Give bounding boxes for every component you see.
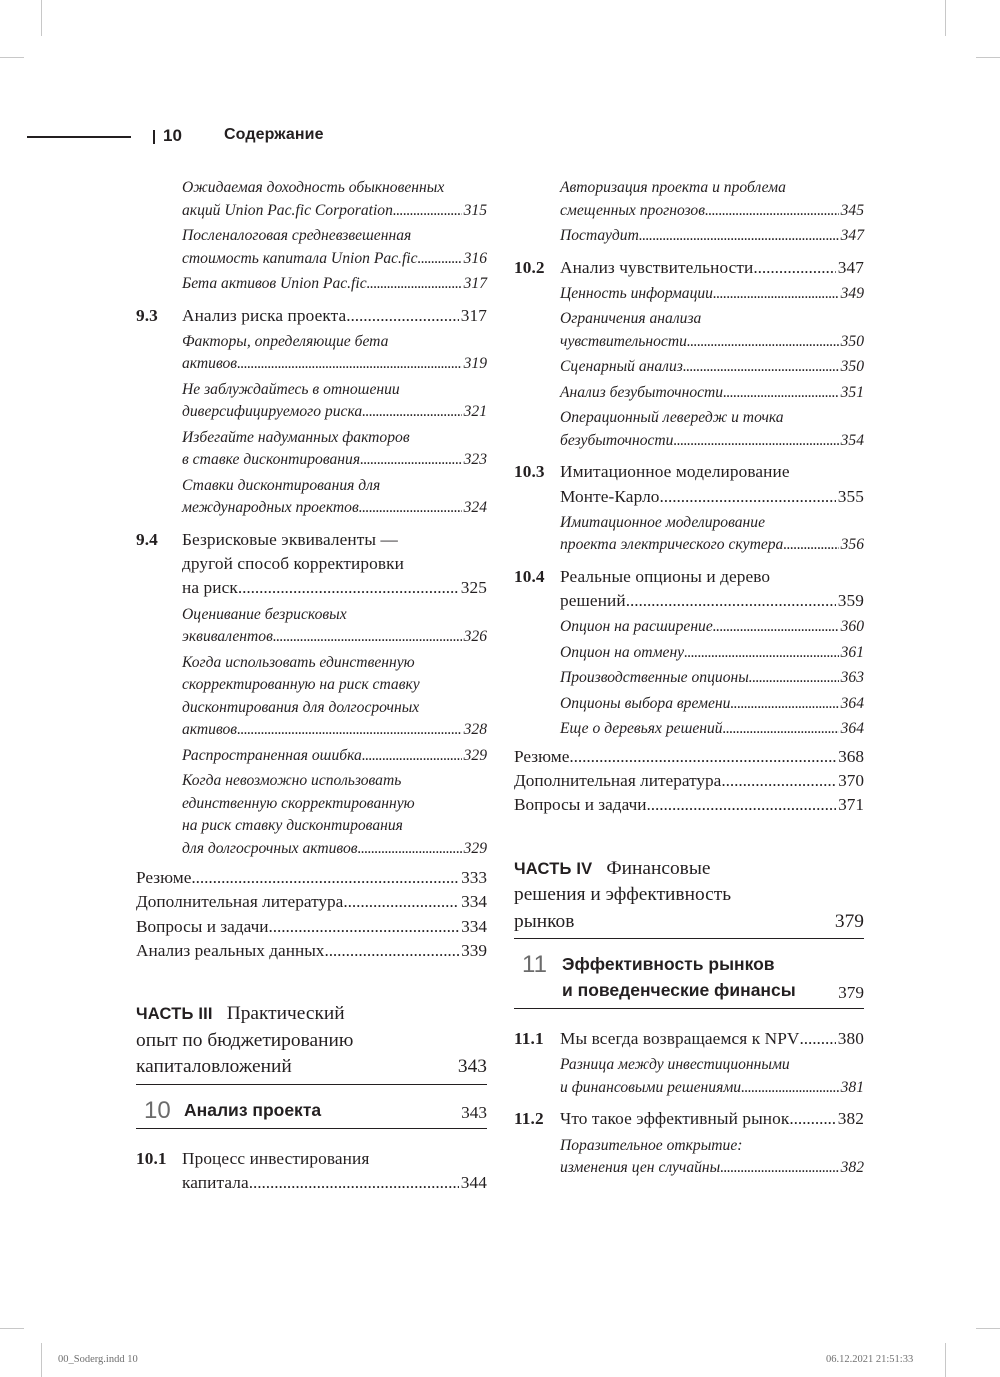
- part-title-text: Финансовые: [606, 857, 711, 879]
- toc-left-column: [136, 174, 487, 1195]
- toc-subsection[interactable]: [182, 770, 487, 860]
- entry-page: 328: [463, 721, 487, 739]
- dot-leader: [723, 382, 839, 405]
- toc-subsection[interactable]: [182, 475, 487, 520]
- crop-mark: [0, 1328, 24, 1329]
- entry-text: безубыточности: [560, 431, 674, 449]
- dot-leader: [713, 616, 839, 639]
- entry-line: Когда невозможно использовать: [182, 772, 402, 790]
- part-label: ЧАСТЬ IV: [514, 859, 593, 878]
- entry-text: акций Union Pac.fic Corporation: [182, 201, 393, 219]
- entry-last-line: [182, 838, 487, 861]
- entry-page: 370: [838, 771, 864, 791]
- part-label: ЧАСТЬ III: [136, 1005, 213, 1023]
- dot-leader: [783, 534, 838, 557]
- entry-line: Не заблуждайтесь в отношении: [182, 380, 400, 398]
- part-title-text: Практический: [226, 1003, 345, 1024]
- toc-subsection[interactable]: [560, 718, 864, 741]
- entry-last-line: [182, 745, 487, 768]
- entry-page: 345: [840, 201, 864, 219]
- entry-line: Ограничения анализа: [560, 310, 702, 328]
- entry-page: 334: [461, 916, 487, 936]
- entry-line: Безрисковые эквиваленты —: [182, 529, 398, 549]
- toc-subsection-group: [514, 1054, 864, 1099]
- dot-leader: [713, 283, 839, 306]
- entry-text: Резюме: [514, 746, 570, 766]
- dot-leader: [237, 719, 462, 742]
- toc-backmatter-item[interactable]: [136, 939, 487, 963]
- toc-plain-group: [514, 745, 864, 818]
- section-title: Содержание: [224, 126, 324, 143]
- entry-text: для долгосрочных активов: [182, 839, 358, 857]
- entry-line: Посленалоговая средневзвешенная: [182, 227, 412, 244]
- entry-page: 380: [837, 1029, 864, 1049]
- toc-backmatter-item[interactable]: [514, 769, 864, 793]
- dot-leader: [687, 331, 839, 354]
- entry-page: 319: [463, 355, 487, 373]
- entry-text: чувствительности: [560, 332, 687, 350]
- toc-subsection[interactable]: [182, 745, 487, 768]
- toc-subsection[interactable]: [560, 407, 864, 452]
- entry-line: Оценивание безрисковых: [182, 605, 347, 623]
- file-info: 00_Soderg.indd 10: [58, 1354, 138, 1365]
- part-title-line: [136, 1001, 487, 1028]
- entry-text: активов: [182, 355, 238, 373]
- entry-last-line: [560, 283, 864, 306]
- crop-mark: [976, 57, 1000, 58]
- entry-last-line: [560, 616, 864, 639]
- toc-subsection-group: [136, 177, 487, 296]
- chapter-number: 11: [522, 951, 547, 979]
- section-number: 9.4: [136, 529, 158, 549]
- entry-last-line: [560, 485, 864, 509]
- entry-text: в ставке дисконтирования: [182, 451, 361, 469]
- entry-last-line: [560, 534, 864, 557]
- entry-text: Постаудит: [560, 227, 639, 244]
- entry-last-line: [182, 576, 487, 600]
- toc-subsection[interactable]: [182, 427, 487, 472]
- crop-mark: [976, 1328, 1000, 1329]
- entry-line: единственную скорректированную: [182, 794, 415, 812]
- toc-subsection-group: [514, 177, 864, 248]
- entry-text: Распространенная ошибка: [182, 746, 362, 764]
- dot-leader: [673, 430, 838, 453]
- entry-last-line: [560, 356, 864, 379]
- entry-page: 339: [461, 940, 487, 960]
- entry-page: 325: [460, 578, 487, 598]
- entry-last-line: [182, 248, 487, 271]
- entry-text: Анализ реальных данных: [136, 940, 325, 960]
- dot-leader: [730, 693, 838, 716]
- entry-page: 354: [840, 431, 864, 449]
- entry-page: 350: [840, 358, 864, 376]
- toc-chapter-10[interactable]: [136, 1097, 487, 1129]
- entry-last-line: [560, 200, 864, 223]
- dot-leader: [273, 626, 462, 649]
- part-title-text: капиталовложений: [136, 1056, 292, 1077]
- toc-backmatter-item[interactable]: [136, 915, 487, 939]
- dot-leader: [324, 939, 459, 963]
- entry-text: смещенных прогнозов: [560, 201, 705, 219]
- toc-subsection-group: [514, 283, 864, 453]
- entry-last-line: [560, 718, 864, 741]
- toc-subsection[interactable]: [560, 382, 864, 405]
- entry-last-line: [560, 1077, 864, 1100]
- entry-page: 382: [840, 1159, 864, 1177]
- header-rule: [27, 136, 131, 138]
- dot-leader: [367, 273, 462, 296]
- entry-line: скорректированную на риск ставку: [182, 676, 420, 694]
- entry-last-line: [182, 497, 487, 520]
- toc-subsection-group: [136, 331, 487, 520]
- entry-page: 347: [837, 257, 864, 277]
- entry-last-line: [182, 353, 487, 376]
- entry-last-line: [560, 382, 864, 405]
- section-number: 10.1: [136, 1148, 167, 1168]
- toc-subsection[interactable]: [560, 283, 864, 306]
- entry-last-line: [560, 667, 864, 690]
- entry-page: 315: [463, 201, 487, 219]
- toc-subsection[interactable]: [560, 308, 864, 353]
- entry-page: 321: [463, 403, 487, 421]
- part-title-line: [136, 1028, 487, 1055]
- entry-line: Избегайте надуманных факторов: [182, 428, 410, 446]
- entry-page: 350: [840, 332, 864, 350]
- dot-leader: [238, 576, 459, 600]
- dot-leader: [749, 667, 839, 690]
- part-title-text: опыт по бюджетированию: [136, 1029, 354, 1051]
- chapter-title-line-2: и поведенческие финансы: [562, 980, 796, 1001]
- toc-subsection[interactable]: [182, 331, 487, 376]
- entry-line: Факторы, определяющие бета: [182, 332, 389, 350]
- entry-text: Опционы выбора времени: [560, 694, 731, 712]
- toc-subsection[interactable]: [182, 604, 487, 649]
- dot-leader: [720, 1157, 838, 1180]
- dot-leader: [346, 304, 459, 328]
- entry-text: Анализ чувствительности: [560, 257, 754, 277]
- entry-text: Опцион на отмену: [560, 643, 685, 661]
- entry-page: 329: [463, 839, 487, 857]
- dot-leader: [647, 793, 837, 817]
- entry-last-line: [182, 1171, 487, 1195]
- entry-last-line: [182, 449, 487, 472]
- toc-subsection[interactable]: [560, 512, 864, 557]
- part-title-text: рынков: [514, 910, 575, 932]
- crop-mark: [945, 1343, 946, 1377]
- toc-subsection[interactable]: [560, 667, 864, 690]
- entry-text: изменения цен случайны: [560, 1159, 721, 1177]
- entry-text: на риск: [182, 578, 238, 598]
- dot-leader: [626, 589, 836, 613]
- header-tick: [153, 130, 155, 144]
- entry-text: Монте-Карло: [560, 486, 660, 506]
- dot-leader: [789, 1107, 835, 1131]
- toc-subsection[interactable]: [560, 177, 864, 222]
- page-number: 10: [163, 126, 182, 145]
- toc-subsection[interactable]: [560, 616, 864, 639]
- entry-line: Операционный левередж и точка: [560, 409, 784, 427]
- toc-backmatter-item[interactable]: [514, 745, 864, 769]
- entry-text: и финансовыми решениями: [560, 1078, 742, 1096]
- toc-subsection[interactable]: [182, 177, 487, 222]
- entry-line: Имитационное моделирование: [560, 462, 790, 482]
- toc-subsection-group: [514, 616, 864, 741]
- toc-section-9-3[interactable]: [136, 304, 487, 328]
- dot-leader: [660, 485, 836, 509]
- dot-leader: [358, 838, 462, 861]
- section-number: 11.2: [514, 1109, 544, 1129]
- part-last-line: [136, 1054, 487, 1081]
- print-timestamp: 06.12.2021 21:51:33: [826, 1354, 914, 1365]
- entry-page: 317: [463, 275, 487, 292]
- part-title-line: [514, 856, 864, 883]
- entry-page: 347: [840, 227, 864, 244]
- dot-leader: [705, 200, 839, 223]
- crop-mark: [41, 0, 42, 36]
- entry-text: Опцион на расширение: [560, 618, 713, 636]
- toc-subsection-group: [136, 604, 487, 861]
- entry-text: Еще о деревьях решений: [560, 720, 723, 738]
- toc-subsection[interactable]: [182, 273, 487, 296]
- entry-page: 329: [463, 746, 487, 764]
- entry-last-line: [560, 430, 864, 453]
- entry-last-line: [560, 1107, 864, 1131]
- entry-page: 368: [838, 746, 864, 766]
- entry-page: 355: [837, 486, 864, 506]
- entry-text: эквивалентов: [182, 628, 273, 646]
- entry-text: диверсифицируемого риска: [182, 403, 363, 421]
- toc-plain-group: [136, 866, 487, 963]
- entry-last-line: [182, 626, 487, 649]
- dot-leader: [191, 866, 459, 890]
- dot-leader: [723, 718, 839, 741]
- part-page: 343: [457, 1056, 487, 1077]
- toc-right-column: [514, 174, 864, 1180]
- toc-subsection-group: [514, 1135, 864, 1180]
- entry-page: 351: [840, 383, 864, 401]
- toc-subsection[interactable]: [560, 1135, 864, 1180]
- entry-text: проекта электрического скутера: [560, 536, 784, 554]
- entry-line: Авторизация проекта и проблема: [560, 179, 786, 196]
- entry-last-line: [182, 304, 487, 328]
- toc-subsection[interactable]: [182, 379, 487, 424]
- entry-page: 326: [463, 628, 487, 646]
- entry-line: другой способ корректировки: [182, 554, 404, 574]
- entry-text: Сценарный анализ: [560, 358, 683, 376]
- dot-leader: [362, 745, 462, 768]
- entry-last-line: [182, 719, 487, 742]
- toc-subsection[interactable]: [560, 693, 864, 716]
- toc-section-10-2[interactable]: [514, 256, 864, 280]
- entry-text: Дополнительная литература: [136, 892, 344, 912]
- dot-leader: [741, 1077, 839, 1100]
- entry-text: Производственные опционы: [560, 669, 749, 687]
- entry-line: Поразительное открытие:: [560, 1136, 743, 1154]
- chapter-title-line-1: Эффективность рынков: [562, 954, 775, 975]
- entry-line: Ожидаемая доходность обыкновенных: [182, 179, 445, 196]
- entry-line: Когда использовать единственную: [182, 653, 415, 671]
- entry-page: 323: [463, 451, 487, 469]
- entry-text: Бета активов Union Pac.fic: [182, 275, 367, 292]
- entry-text: Что такое эффективный рынок: [560, 1109, 790, 1129]
- dot-leader: [721, 769, 836, 793]
- crop-mark: [0, 57, 24, 58]
- toc-section-11-1[interactable]: [514, 1027, 864, 1051]
- entry-last-line: [560, 1157, 864, 1180]
- section-number: 9.3: [136, 305, 158, 325]
- toc-subsection[interactable]: [560, 356, 864, 379]
- toc-subsection-group: [514, 512, 864, 557]
- part-last-line: [514, 909, 864, 936]
- toc-section-10-1[interactable]: [136, 1147, 487, 1196]
- toc-subsection[interactable]: [560, 642, 864, 665]
- entry-last-line: [560, 589, 864, 613]
- entry-text: Мы всегда возвращаемся к NPV: [560, 1029, 800, 1049]
- entry-text: активов: [182, 721, 238, 739]
- entry-text: Ценность информации: [560, 284, 713, 302]
- entry-line: Ставки дисконтирования для: [182, 476, 381, 494]
- entry-text: Резюме: [136, 868, 192, 888]
- entry-page: 382: [837, 1109, 864, 1129]
- dot-leader: [753, 256, 835, 280]
- running-head: [27, 126, 497, 150]
- entry-text: Дополнительная литература: [514, 771, 722, 791]
- dot-leader: [269, 915, 460, 939]
- toc-backmatter-item[interactable]: [136, 866, 487, 890]
- entry-line: дисконтирования для долгосрочных: [182, 698, 420, 716]
- entry-page: 324: [463, 499, 487, 517]
- entry-line: Имитационное моделирование: [560, 513, 765, 531]
- entry-line: Реальные опционы и дерево: [560, 566, 771, 586]
- chapter-title: Анализ проекта: [184, 1099, 322, 1120]
- entry-page: 361: [840, 643, 864, 661]
- dot-leader: [800, 1027, 836, 1051]
- chapter-number: 10: [144, 1096, 171, 1124]
- entry-text: решений: [560, 591, 626, 611]
- toc-subsection[interactable]: [182, 225, 487, 270]
- dot-leader: [360, 449, 462, 472]
- entry-page: 333: [461, 868, 487, 888]
- entry-page: 371: [838, 795, 864, 815]
- entry-text: капитала: [182, 1172, 249, 1192]
- dot-leader: [362, 401, 461, 424]
- entry-page: 317: [460, 305, 487, 325]
- entry-page: 356: [840, 536, 864, 554]
- toc-part-3[interactable]: [136, 1001, 487, 1085]
- entry-last-line: [560, 1027, 864, 1051]
- toc-section-11-2[interactable]: [514, 1107, 864, 1131]
- dot-leader: [683, 356, 839, 379]
- entry-page: 381: [840, 1078, 864, 1096]
- entry-line: Разница между инвестиционными: [560, 1056, 790, 1074]
- entry-page: 349: [840, 284, 864, 302]
- entry-page: 334: [461, 892, 487, 912]
- dot-leader: [418, 248, 462, 271]
- entry-text: стоимость капитала Union Pac.fic: [182, 249, 418, 267]
- entry-last-line: [560, 693, 864, 716]
- chapter-page: 343: [461, 1102, 487, 1122]
- toc-backmatter-item[interactable]: [136, 890, 487, 914]
- dot-leader: [237, 353, 462, 376]
- toc-subsection[interactable]: [182, 652, 487, 742]
- toc-subsection[interactable]: [560, 225, 864, 248]
- entry-last-line: [182, 273, 487, 296]
- entry-last-line: [560, 331, 864, 354]
- entry-text: Вопросы и задачи: [514, 795, 647, 815]
- section-number: 10.2: [514, 257, 545, 277]
- toc-section-9-4[interactable]: [136, 528, 487, 601]
- entry-text: Анализ риска проекта: [182, 305, 347, 325]
- part-page: 379: [834, 910, 864, 932]
- entry-last-line: [560, 256, 864, 280]
- entry-page: 363: [840, 669, 864, 687]
- toc-section-10-3[interactable]: [514, 460, 864, 509]
- entry-page: 364: [840, 694, 864, 712]
- entry-text: Анализ безубыточности: [560, 383, 724, 401]
- dot-leader: [343, 890, 459, 914]
- dot-leader: [639, 225, 839, 248]
- entry-page: 364: [840, 720, 864, 738]
- entry-text: Вопросы и задачи: [136, 916, 269, 936]
- entry-page: 359: [837, 591, 864, 611]
- entry-last-line: [182, 401, 487, 424]
- toc-subsection[interactable]: [560, 1054, 864, 1099]
- toc-chapter-11[interactable]: [514, 951, 864, 1009]
- entry-page: 344: [460, 1172, 487, 1192]
- section-number: 11.1: [514, 1029, 544, 1049]
- toc-section-10-4[interactable]: [514, 565, 864, 614]
- entry-text: международных проектов: [182, 499, 359, 517]
- crop-mark: [41, 1343, 42, 1377]
- crop-mark: [945, 0, 946, 36]
- dot-leader: [569, 745, 836, 769]
- section-number: 10.4: [514, 566, 545, 586]
- toc-backmatter-item[interactable]: [514, 793, 864, 817]
- toc-part-4[interactable]: [514, 856, 864, 940]
- part-title-line: [514, 882, 864, 909]
- entry-line: Процесс инвестирования: [182, 1148, 370, 1168]
- dot-leader: [393, 200, 462, 223]
- entry-last-line: [560, 225, 864, 248]
- entry-last-line: [182, 200, 487, 223]
- entry-page: 316: [463, 249, 487, 267]
- chapter-page: 379: [838, 983, 864, 1003]
- dot-leader: [684, 642, 839, 665]
- dot-leader: [249, 1171, 459, 1195]
- dot-leader: [359, 497, 462, 520]
- entry-page: 360: [840, 618, 864, 636]
- entry-line: на риск ставку дисконтирования: [182, 817, 403, 835]
- section-number: 10.3: [514, 462, 545, 482]
- entry-last-line: [560, 642, 864, 665]
- part-title-text: решения и эффективность: [514, 884, 732, 906]
